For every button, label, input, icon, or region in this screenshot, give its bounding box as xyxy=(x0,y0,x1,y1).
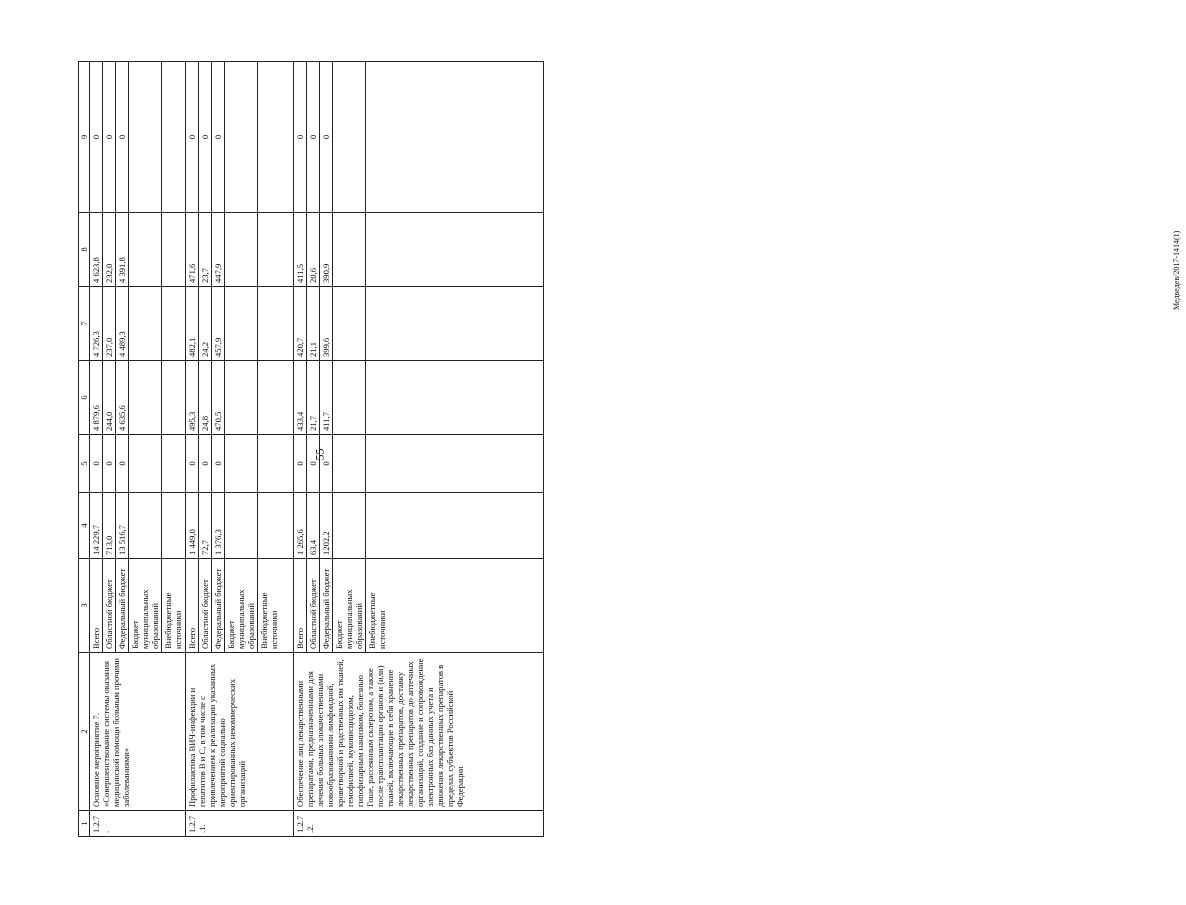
source-cell: Федеральный бюджет xyxy=(116,559,129,653)
value-cell: 471,6 xyxy=(186,213,199,287)
row-title: Обеспечение лиц лекарственными препаратами, предназначенными для лечения больных злокачественными новообразованиями лимфоидной, кроветворной и родственных им тканей, гемофилией, муковисцидозом, гипофизарным нанизмом, болезнью Гоше, рассеянным склерозом, а также после трансплантации органов и (или) тканей, включающие в себя хранение лекарственных препаратов, доставку лекарственных препаратов до аптечных организаций, создание и сопровождение электронных баз данных учета и движения лекарственных препаратов в пределах субъектов Российской Федерации xyxy=(294,653,544,811)
header-cell: 4 xyxy=(79,493,90,559)
value-cell xyxy=(225,361,258,435)
value-cell xyxy=(129,287,162,361)
source-cell: Внебюджетные источники xyxy=(258,559,294,653)
rotated-table-wrapper xyxy=(78,62,600,837)
value-cell: 411,7 xyxy=(320,361,333,435)
value-cell: 4 489,3 xyxy=(116,287,129,361)
source-cell: Внебюджетные источники xyxy=(366,559,544,653)
value-cell xyxy=(225,213,258,287)
value-cell: 13 516,7 xyxy=(116,493,129,559)
value-cell: 0 xyxy=(103,62,116,213)
source-cell: Федеральный бюджет xyxy=(320,559,333,653)
value-cell xyxy=(225,493,258,559)
value-cell: 4 635,6 xyxy=(116,361,129,435)
document-stamp: Медведев/2017-1414(1) xyxy=(1172,230,1181,310)
value-cell xyxy=(333,62,366,213)
value-cell: 0 xyxy=(320,435,333,493)
value-cell xyxy=(366,287,544,361)
value-cell xyxy=(333,361,366,435)
value-cell: 1 449,0 xyxy=(186,493,199,559)
value-cell xyxy=(366,213,544,287)
value-cell: 0 xyxy=(103,435,116,493)
row-code: 1.2.7.1. xyxy=(186,811,294,837)
value-cell xyxy=(366,493,544,559)
source-cell: Федеральный бюджет xyxy=(212,559,225,653)
page-number: 55 xyxy=(312,448,327,461)
value-cell xyxy=(258,435,294,493)
value-cell: 447,9 xyxy=(212,213,225,287)
value-cell: 0 xyxy=(320,62,333,213)
value-cell xyxy=(258,361,294,435)
source-cell: Внебюджетные источники xyxy=(162,559,186,653)
row-code: 1.2.7. xyxy=(90,811,186,837)
value-cell xyxy=(366,62,544,213)
value-cell xyxy=(129,213,162,287)
source-cell: Бюджет муниципальных образований xyxy=(333,559,366,653)
source-cell: Бюджет муниципальных образований xyxy=(225,559,258,653)
value-cell xyxy=(225,287,258,361)
value-cell: 470,5 xyxy=(212,361,225,435)
table-row xyxy=(294,62,307,837)
value-cell: 457,9 xyxy=(212,287,225,361)
value-cell xyxy=(333,493,366,559)
source-cell: Областной бюджет xyxy=(103,559,116,653)
value-cell xyxy=(129,493,162,559)
value-cell: 24,8 xyxy=(199,361,212,435)
row-title: Профилактика ВИЧ-инфекции и гепатитов В и С, в том числе с привлечением к реализации указанных мероприятий социально ориентированных некоммерческих организаций xyxy=(186,653,294,811)
header-cell: 1 xyxy=(79,811,90,837)
value-cell xyxy=(129,435,162,493)
value-cell: 495,3 xyxy=(186,361,199,435)
value-cell xyxy=(129,361,162,435)
value-cell xyxy=(366,435,544,493)
value-cell xyxy=(162,287,186,361)
value-cell xyxy=(333,435,366,493)
value-cell: 0 xyxy=(186,62,199,213)
source-cell: Областной бюджет xyxy=(199,559,212,653)
value-cell: 0 xyxy=(186,435,199,493)
table-row xyxy=(90,62,103,837)
header-cell: 8 xyxy=(79,213,90,287)
value-cell xyxy=(333,213,366,287)
header-cell: 9 xyxy=(79,62,90,213)
value-cell: 1 376,3 xyxy=(212,493,225,559)
header-cell: 2 xyxy=(79,653,90,811)
value-cell: 21,7 xyxy=(307,361,320,435)
value-cell xyxy=(258,287,294,361)
value-cell: 0 xyxy=(90,62,103,213)
value-cell: 14 229,7 xyxy=(90,493,103,559)
value-cell: 713,0 xyxy=(103,493,116,559)
value-cell xyxy=(225,435,258,493)
table-row xyxy=(186,62,199,837)
value-cell: 482,1 xyxy=(186,287,199,361)
value-cell: 244,0 xyxy=(103,361,116,435)
value-cell xyxy=(129,62,162,213)
value-cell: 63,4 xyxy=(307,493,320,559)
value-cell: 0 xyxy=(116,62,129,213)
source-cell: Всего xyxy=(90,559,103,653)
value-cell: 21,1 xyxy=(307,287,320,361)
value-cell: 0 xyxy=(199,435,212,493)
value-cell: 0 xyxy=(90,435,103,493)
value-cell xyxy=(162,213,186,287)
value-cell: 4 623,8 xyxy=(90,213,103,287)
row-title: Основное мероприятие 7. «Совершенствование системы оказания медицинской помощи больным прочими заболеваниями» xyxy=(90,653,186,811)
value-cell: 0 xyxy=(307,62,320,213)
value-cell: 0 xyxy=(116,435,129,493)
value-cell xyxy=(162,62,186,213)
value-cell xyxy=(162,435,186,493)
value-cell: 4 879,6 xyxy=(90,361,103,435)
source-cell: Всего xyxy=(294,559,307,653)
header-cell: 7 xyxy=(79,287,90,361)
value-cell: 24,2 xyxy=(199,287,212,361)
value-cell: 390,9 xyxy=(320,213,333,287)
value-cell: 420,7 xyxy=(294,287,307,361)
header-cell: 6 xyxy=(79,361,90,435)
source-cell: Областной бюджет xyxy=(307,559,320,653)
value-cell: 0 xyxy=(294,435,307,493)
value-cell: 0 xyxy=(294,62,307,213)
row-code: 1.2.7.2. xyxy=(294,811,544,837)
value-cell: 0 xyxy=(212,62,225,213)
value-cell xyxy=(258,62,294,213)
value-cell: 20,6 xyxy=(307,213,320,287)
value-cell xyxy=(366,361,544,435)
value-cell xyxy=(225,62,258,213)
source-cell: Всего xyxy=(186,559,199,653)
header-row xyxy=(79,62,90,837)
header-cell: 5 xyxy=(79,435,90,493)
value-cell xyxy=(258,493,294,559)
value-cell: 0 xyxy=(212,435,225,493)
value-cell: 1202,2 xyxy=(320,493,333,559)
value-cell xyxy=(162,493,186,559)
value-cell: 4 391,8 xyxy=(116,213,129,287)
source-cell: Бюджет муниципальных образований xyxy=(129,559,162,653)
value-cell: 237,0 xyxy=(103,287,116,361)
value-cell: 1 265,6 xyxy=(294,493,307,559)
value-cell: 433,4 xyxy=(294,361,307,435)
value-cell xyxy=(258,213,294,287)
value-cell: 0 xyxy=(307,435,320,493)
value-cell xyxy=(162,361,186,435)
value-cell: 23,7 xyxy=(199,213,212,287)
value-cell: 411,5 xyxy=(294,213,307,287)
value-cell: 399,6 xyxy=(320,287,333,361)
value-cell: 0 xyxy=(199,62,212,213)
value-cell: 232,0 xyxy=(103,213,116,287)
value-cell xyxy=(333,287,366,361)
value-cell: 72,7 xyxy=(199,493,212,559)
header-cell: 3 xyxy=(79,559,90,653)
budget-table xyxy=(78,61,544,837)
value-cell: 4 726,3 xyxy=(90,287,103,361)
